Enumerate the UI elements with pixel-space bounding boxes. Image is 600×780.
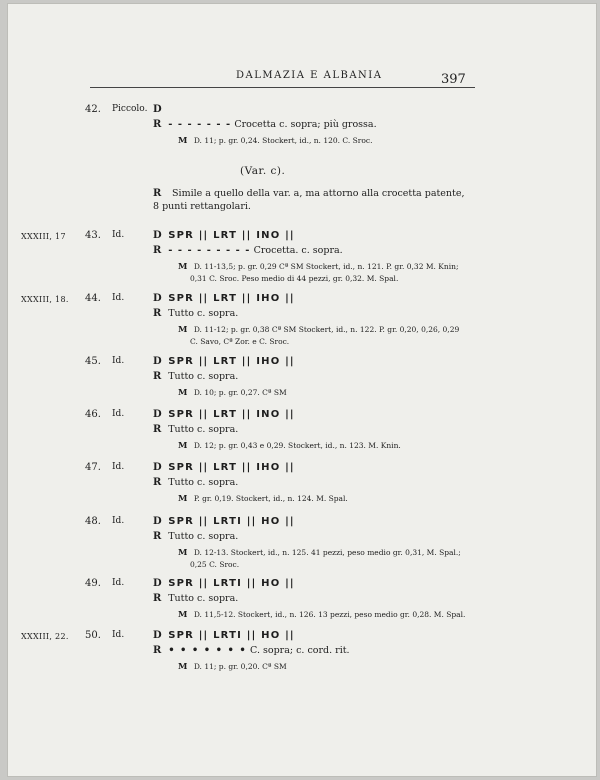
- metadata-line: 0,25 C. Sroc.: [190, 560, 240, 569]
- entry-metadata: [178, 440, 401, 452]
- reverse-marks: • • • • • • •: [168, 645, 247, 656]
- metadata-line: D. 12; p. gr. 0,43 e 0,29. Stockert, id., n. 123. M. Knin.: [193, 441, 401, 450]
- variant-description: Simile a quello della var. a, ma attorno alla crocetta patente, 8 punti rettangolari.: [153, 188, 465, 212]
- reverse-description: Tutto c. sopra.: [168, 593, 239, 604]
- entry-number: 44.: [85, 293, 101, 304]
- entry-description: Piccolo.: [112, 104, 148, 114]
- entry-metadata: [178, 135, 372, 147]
- entry-metadata: [178, 493, 348, 505]
- plate-reference: XXXIII, 22.: [21, 632, 69, 641]
- reverse-symbol: R: [153, 424, 162, 435]
- metal-marker: M: [178, 388, 188, 398]
- entry-number: 43.: [85, 230, 101, 241]
- running-header: DALMAZIA E ALBANIA: [236, 70, 383, 81]
- metal-marker: M: [178, 494, 188, 504]
- reverse-description: Crocetta c. sopra; più grossa.: [234, 119, 377, 130]
- entry-description: Id.: [112, 516, 125, 526]
- reverse-line: [153, 593, 238, 604]
- entry-metadata: [178, 547, 461, 571]
- metal-marker: M: [178, 325, 188, 335]
- reverse-symbol: R: [153, 477, 162, 488]
- metal-marker: M: [178, 136, 188, 146]
- reverse-symbol: R: [153, 645, 162, 656]
- metal-marker: M: [178, 548, 188, 558]
- entry-metadata: [178, 324, 459, 348]
- obverse-line: [153, 293, 295, 304]
- metadata-line: D. 11-12; p. gr. 0,38 Cª SM Stockert, id., n. 122. P. gr. 0,20, 0,26, 0,29: [193, 325, 460, 334]
- obverse-symbol: D: [153, 104, 162, 115]
- reverse-line: [153, 371, 238, 382]
- reverse-symbol: R: [153, 245, 162, 256]
- entry-number: 48.: [85, 516, 101, 527]
- entry-description: Id.: [112, 293, 125, 303]
- variant-text: [153, 187, 473, 213]
- entry-description: Id.: [112, 462, 125, 472]
- entry-description: Id.: [112, 578, 125, 588]
- entry-number: 42.: [85, 104, 101, 115]
- reverse-description: Tutto c. sopra.: [168, 424, 239, 435]
- reverse-symbol: R: [153, 593, 162, 604]
- entry-metadata: [178, 609, 465, 621]
- reverse-symbol: R: [153, 308, 162, 319]
- metadata-line: 0,31 C. Sroc. Peso medio di 44 pezzi, gr. 0,32. M. Spal.: [190, 274, 399, 283]
- obverse-legend: SPR || LRTI || HO ||: [168, 516, 295, 527]
- obverse-symbol: D: [153, 230, 162, 241]
- entry-number: 47.: [85, 462, 101, 473]
- obverse-legend: SPR || LRT || IHO ||: [168, 293, 295, 304]
- metadata-line: C. Savo, Cª Zor. e C. Sroc.: [190, 337, 290, 346]
- obverse-line: [153, 356, 295, 367]
- metadata-line: D. 11; p. gr. 0,20. Cª SM: [193, 662, 287, 671]
- metadata-line: D. 11-13,5; p. gr. 0,29 Cª SM Stockert, id., n. 121. P. gr. 0,32 M. Knin;: [193, 262, 459, 271]
- header-rule: [90, 87, 475, 88]
- obverse-legend: SPR || LRT || IHO ||: [168, 356, 295, 367]
- reverse-line: [153, 531, 238, 542]
- entry-metadata: [178, 261, 458, 285]
- entry-description: Id.: [112, 356, 125, 366]
- reverse-description: Tutto c. sopra.: [168, 477, 239, 488]
- metal-marker: M: [178, 441, 188, 451]
- metadata-line: D. 12-13. Stockert, id., n. 125. 41 pezzi, peso medio gr. 0,31, M. Spal.;: [193, 548, 461, 557]
- obverse-line: [153, 578, 295, 589]
- obverse-legend: SPR || LRT || INO ||: [168, 409, 295, 420]
- reverse-line: [153, 424, 238, 435]
- entry-metadata: [178, 661, 287, 673]
- obverse-line: [153, 630, 295, 641]
- obverse-line: [153, 462, 295, 473]
- obverse-symbol: D: [153, 462, 162, 473]
- reverse-line: [153, 245, 343, 256]
- obverse-legend: SPR || LRTI || HO ||: [168, 578, 295, 589]
- obverse-symbol: D: [153, 356, 162, 367]
- reverse-symbol: R: [153, 371, 162, 382]
- reverse-symbol: R: [153, 119, 162, 130]
- book-page: [8, 4, 596, 776]
- reverse-description: Crocetta. c. sopra.: [253, 245, 343, 256]
- reverse-symbol: R: [153, 531, 162, 542]
- entry-metadata: [178, 387, 287, 399]
- entry-number: 49.: [85, 578, 101, 589]
- reverse-description: Tutto c. sopra.: [168, 308, 239, 319]
- obverse-symbol: D: [153, 630, 162, 641]
- reverse-description: C. sopra; c. cord. rit.: [250, 645, 350, 656]
- metadata-line: P. gr. 0,19. Stockert, id., n. 124. M. Spal.: [193, 494, 348, 503]
- metadata-line: D. 11; p. gr. 0,24. Stockert, id., n. 120. C. Sroc.: [193, 136, 373, 145]
- reverse-line: [153, 119, 377, 130]
- metal-marker: M: [178, 262, 188, 272]
- entry-description: Id.: [112, 230, 125, 240]
- reverse-symbol: R: [153, 188, 162, 199]
- obverse-legend: SPR || LRT || INO ||: [168, 230, 295, 241]
- metal-marker: M: [178, 662, 188, 672]
- obverse-line: [153, 409, 295, 420]
- entry-description: Id.: [112, 630, 125, 640]
- metal-marker: M: [178, 610, 188, 620]
- metadata-line: D. 11,5-12. Stockert, id., n. 126. 13 pezzi, peso medio gr. 0,28. M. Spal.: [193, 610, 466, 619]
- obverse-line: [153, 230, 295, 241]
- entry-description: Id.: [112, 409, 125, 419]
- reverse-line: [153, 308, 238, 319]
- reverse-marks: - - - - - - -: [168, 119, 232, 130]
- obverse-symbol: D: [153, 578, 162, 589]
- reverse-marks: - - - - - - - - -: [168, 245, 251, 256]
- obverse-line: [153, 104, 165, 115]
- obverse-symbol: D: [153, 293, 162, 304]
- entry-number: 50.: [85, 630, 101, 641]
- obverse-line: [153, 516, 295, 527]
- metadata-line: D. 10; p. gr. 0,27. Cª SM: [193, 388, 287, 397]
- plate-reference: XXXIII, 17: [21, 232, 66, 241]
- obverse-symbol: D: [153, 516, 162, 527]
- reverse-description: Tutto c. sopra.: [168, 371, 239, 382]
- page-number: 397: [441, 72, 466, 87]
- reverse-line: [153, 645, 350, 656]
- entry-number: 46.: [85, 409, 101, 420]
- plate-reference: XXXIII, 18.: [21, 295, 69, 304]
- obverse-legend: SPR || LRT || IHO ||: [168, 462, 295, 473]
- obverse-symbol: D: [153, 409, 162, 420]
- reverse-description: Tutto c. sopra.: [168, 531, 239, 542]
- reverse-line: [153, 477, 238, 488]
- obverse-legend: SPR || LRTI || HO ||: [168, 630, 295, 641]
- entry-number: 45.: [85, 356, 101, 367]
- variant-heading: (Var. c).: [240, 165, 286, 177]
